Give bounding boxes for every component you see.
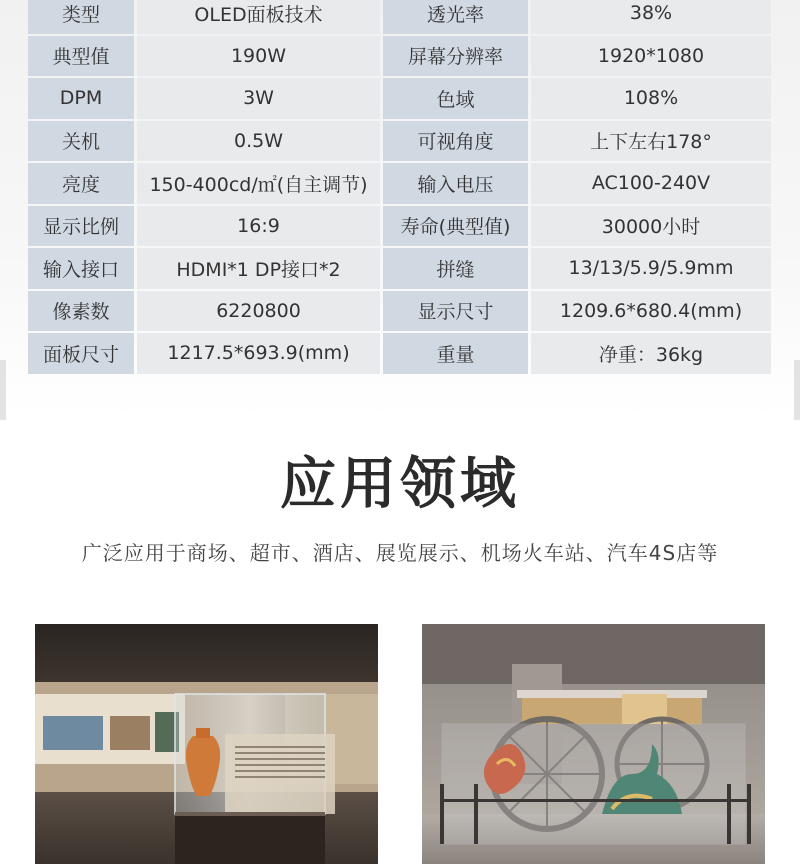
spec-key-6-k1: 显示比例 — [28, 206, 134, 247]
spec-key-9-k2: 重量 — [383, 333, 528, 374]
spec-table — [28, 0, 772, 374]
spec-key-1-k1: 类型 — [28, 0, 134, 34]
spec-key-3-k2: 色域 — [383, 78, 528, 119]
spec-value-4-v2: 上下左右178° — [531, 121, 771, 162]
spec-key-5-k1: 亮度 — [28, 163, 134, 204]
spec-value-2-v1: 190W — [137, 36, 380, 77]
section-title: 应用领域 — [280, 452, 520, 517]
spec-key-2-k1: 典型值 — [28, 36, 134, 77]
spec-value-5-v1: 150-400cd/㎡(自主调节) — [137, 163, 380, 204]
museum-display-case-photo — [35, 624, 378, 864]
spec-key-1-k2: 透光率 — [383, 0, 528, 34]
spec-value-7-v1: HDMI*1 DP接口*2 — [137, 248, 380, 289]
spec-value-8-v1: 6220800 — [137, 291, 380, 332]
spec-value-9-v1: 1217.5*693.9(mm) — [137, 333, 380, 374]
spec-value-6-v2: 30000小时 — [531, 206, 771, 247]
spec-value-1-v2: 38% — [531, 0, 771, 34]
spec-key-3-k1: DPM — [28, 78, 134, 119]
spec-key-5-k2: 输入电压 — [383, 163, 528, 204]
spec-key-8-k2: 显示尺寸 — [383, 291, 528, 332]
museum-chariot-dragon-photo — [422, 624, 765, 864]
spec-value-3-v2: 108% — [531, 78, 771, 119]
spec-value-1-v1: OLED面板技术 — [137, 0, 380, 34]
spec-key-7-k1: 输入接口 — [28, 248, 134, 289]
spec-value-9-v2: 净重：36kg — [531, 333, 771, 374]
spec-value-7-v2: 13/13/5.9/5.9mm — [531, 248, 771, 289]
spec-key-4-k1: 关机 — [28, 121, 134, 162]
spec-value-4-v1: 0.5W — [137, 121, 380, 162]
spec-key-9-k1: 面板尺寸 — [28, 333, 134, 374]
spec-value-8-v2: 1209.6*680.4(mm) — [531, 291, 771, 332]
spec-key-2-k2: 屏幕分辨率 — [383, 36, 528, 77]
spec-key-7-k2: 拼缝 — [383, 248, 528, 289]
spec-value-3-v1: 3W — [137, 78, 380, 119]
spec-value-6-v1: 16:9 — [137, 206, 380, 247]
spec-value-5-v2: AC100-240V — [531, 163, 771, 204]
spec-key-8-k1: 像素数 — [28, 291, 134, 332]
spec-key-4-k2: 可视角度 — [383, 121, 528, 162]
spec-key-6-k2: 寿命(典型值) — [383, 206, 528, 247]
section-subtitle: 广泛应用于商场、超市、酒店、展览展示、机场火车站、汽车4S店等 — [81, 541, 719, 565]
spec-value-2-v2: 1920*1080 — [531, 36, 771, 77]
